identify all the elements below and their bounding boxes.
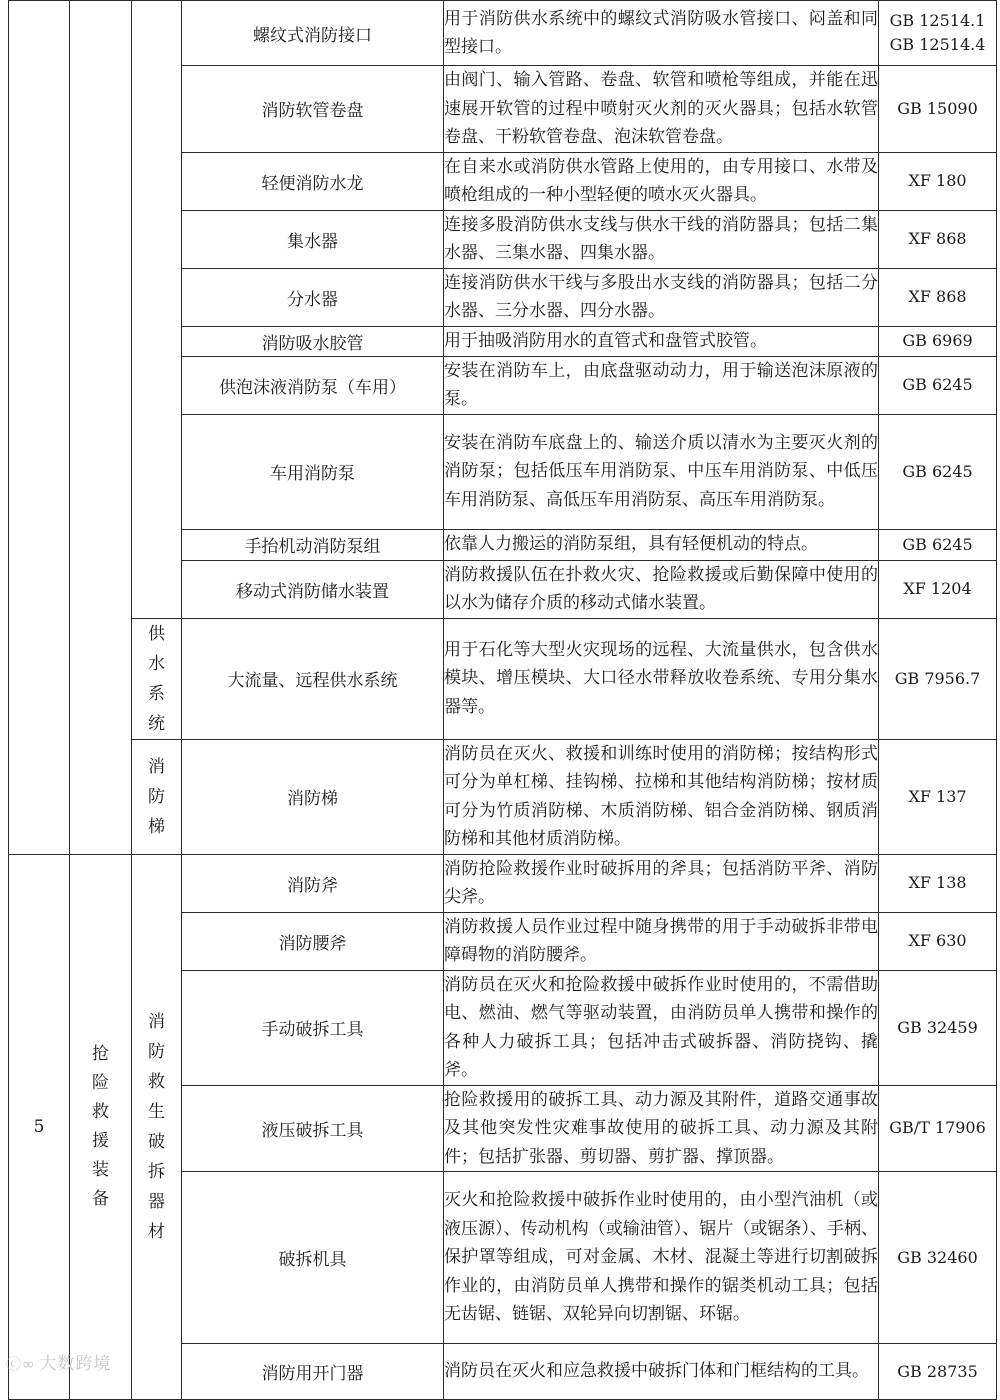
equipment-name: 消防用开门器 bbox=[182, 1344, 444, 1400]
equipment-name: 消防梯 bbox=[182, 739, 444, 854]
table-row bbox=[9, 618, 997, 739]
standard-code: XF 137 bbox=[879, 739, 997, 854]
standard-code: GB 6969 bbox=[879, 326, 997, 356]
table-row bbox=[9, 1, 997, 66]
standard-code: XF 630 bbox=[879, 912, 997, 970]
equipment-description: 用于消防供水系统中的螺纹式消防吸水管接口、闷盖和同型接口。 bbox=[444, 1, 879, 66]
equipment-name: 消防斧 bbox=[182, 854, 444, 912]
standards-table bbox=[8, 0, 997, 1400]
equipment-name: 手抬机动消防泵组 bbox=[182, 529, 444, 560]
subcategory-cell bbox=[132, 854, 182, 1400]
subcategory-label: 消防救生破拆器材 bbox=[148, 1011, 165, 1242]
equipment-name: 螺纹式消防接口 bbox=[182, 1, 444, 66]
equipment-name: 供泡沫液消防泵（车用） bbox=[182, 356, 444, 414]
standard-code: GB 6245 bbox=[879, 529, 997, 560]
equipment-name: 大流量、远程供水系统 bbox=[182, 618, 444, 739]
table-row bbox=[9, 739, 997, 854]
standard-code: GB 28735 bbox=[879, 1344, 997, 1400]
seq-cell-blank bbox=[9, 1, 70, 855]
equipment-description: 灭火和抢险救援中破拆作业时使用的，由小型汽油机（或液压源）、传动机构（或输油管）、锯片（或锯条）、手柄、保护罩等组成，可对金属、木材、混凝土等进行切割破拆作业的，由消防员单人携带和操作的锯类机动工具；包括无齿锯、链锯、双轮异向切割锯、环锯。 bbox=[444, 1172, 879, 1344]
equipment-name: 车用消防泵 bbox=[182, 414, 444, 529]
equipment-description: 消防员在灭火和抢险救援中破拆作业时使用的，不需借助电、燃油、燃气等驱动装置，由消防员单人携带和操作的各种人力破拆工具；包括冲击式破拆器、消防挠钩、撬斧。 bbox=[444, 970, 879, 1085]
standard-code: GB 7956.7 bbox=[879, 618, 997, 739]
category-cell bbox=[70, 854, 132, 1400]
equipment-description: 连接消防供水干线与多股出水支线的消防器具；包括二分水器、三分水器、四分水器。 bbox=[444, 268, 879, 326]
equipment-description: 用于石化等大型火灾现场的远程、大流量供水，包含供水模块、增压模块、大口径水带释放收卷系统、专用分集水器等。 bbox=[444, 618, 879, 739]
seq-number: 5 bbox=[9, 854, 70, 1400]
standard-code: GB 6245 bbox=[879, 356, 997, 414]
equipment-description: 消防救援队伍在扑救火灾、抢险救援或后勤保障中使用的以水为储存介质的移动式储水装置。 bbox=[444, 560, 879, 618]
equipment-description: 安装在消防车上，由底盘驱动动力，用于输送泡沫原液的泵。 bbox=[444, 356, 879, 414]
equipment-name: 分水器 bbox=[182, 268, 444, 326]
table-row bbox=[9, 854, 997, 912]
equipment-name: 破拆机具 bbox=[182, 1172, 444, 1344]
equipment-description: 消防员在灭火和应急救援中破拆门体和门框结构的工具。 bbox=[444, 1344, 879, 1400]
equipment-name: 轻便消防水龙 bbox=[182, 152, 444, 210]
equipment-description: 用于抽吸消防用水的直管式和盘管式胶管。 bbox=[444, 326, 879, 356]
equipment-name: 集水器 bbox=[182, 210, 444, 268]
subcategory-cell bbox=[132, 618, 182, 739]
watermark-text: 大数跨境 bbox=[39, 1354, 112, 1374]
equipment-description: 抢险救援用的破拆工具、动力源及其附件，道路交通事故及其他突发性灾难事故使用的破拆工具、动力源及其附件；包括扩张器、剪切器、剪扩器、撑顶器。 bbox=[444, 1085, 879, 1172]
watermark bbox=[6, 1349, 112, 1374]
equipment-name: 消防吸水胶管 bbox=[182, 326, 444, 356]
standard-code: XF 868 bbox=[879, 210, 997, 268]
subcategory-cell bbox=[132, 739, 182, 854]
standard-code: XF 1204 bbox=[879, 560, 997, 618]
equipment-description: 连接多股消防供水支线与供水干线的消防器具；包括二集水器、三集水器、四集水器。 bbox=[444, 210, 879, 268]
equipment-description: 消防救援人员作业过程中随身携带的用于手动破拆非带电障碍物的消防腰斧。 bbox=[444, 912, 879, 970]
category-label: 抢险救援装备 bbox=[92, 1043, 109, 1209]
standard-code: GB 6245 bbox=[879, 414, 997, 529]
subcategory-label: 供水系统 bbox=[148, 623, 165, 734]
standard-code: GB 32459 bbox=[879, 970, 997, 1085]
equipment-name: 消防腰斧 bbox=[182, 912, 444, 970]
equipment-name: 液压破拆工具 bbox=[182, 1085, 444, 1172]
standard-code: XF 180 bbox=[879, 152, 997, 210]
standard-code: XF 868 bbox=[879, 268, 997, 326]
equipment-description: 在自来水或消防供水管路上使用的，由专用接口、水带及喷枪组成的一种小型轻便的喷水灭火器具。 bbox=[444, 152, 879, 210]
standard-code: GB 12514.1 GB 12514.4 bbox=[879, 1, 997, 66]
standard-code: GB/T 17906 bbox=[879, 1085, 997, 1172]
equipment-description: 消防抢险救援作业时破拆用的斧具；包括消防平斧、消防尖斧。 bbox=[444, 854, 879, 912]
equipment-name: 手动破拆工具 bbox=[182, 970, 444, 1085]
standard-code: XF 138 bbox=[879, 854, 997, 912]
subcategory-cell-blank bbox=[132, 1, 182, 619]
standard-code: GB 15090 bbox=[879, 66, 997, 153]
subcategory-label: 消防梯 bbox=[148, 756, 165, 837]
equipment-name: 消防软管卷盘 bbox=[182, 66, 444, 153]
standard-code: GB 32460 bbox=[879, 1172, 997, 1344]
equipment-description: 安装在消防车底盘上的、输送介质以清水为主要灭火剂的消防泵；包括低压车用消防泵、中压车用消防泵、中低压车用消防泵、高低压车用消防泵、高压车用消防泵。 bbox=[444, 414, 879, 529]
category-cell-blank bbox=[70, 1, 132, 855]
equipment-description: 消防员在灭火、救援和训练时使用的消防梯；按结构形式可分为单杠梯、挂钩梯、拉梯和其他结构消防梯；按材质可分为竹质消防梯、木质消防梯、铝合金消防梯、钢质消防梯和其他材质消防梯。 bbox=[444, 739, 879, 854]
watermark-logo-icon: ⓒ∞ bbox=[6, 1355, 36, 1373]
equipment-description: 依靠人力搬运的消防泵组，具有轻便机动的特点。 bbox=[444, 529, 879, 560]
equipment-description: 由阀门、输入管路、卷盘、软管和喷枪等组成，并能在迅速展开软管的过程中喷射灭火剂的灭火器具；包括水软管卷盘、干粉软管卷盘、泡沫软管卷盘。 bbox=[444, 66, 879, 153]
equipment-name: 移动式消防储水装置 bbox=[182, 560, 444, 618]
